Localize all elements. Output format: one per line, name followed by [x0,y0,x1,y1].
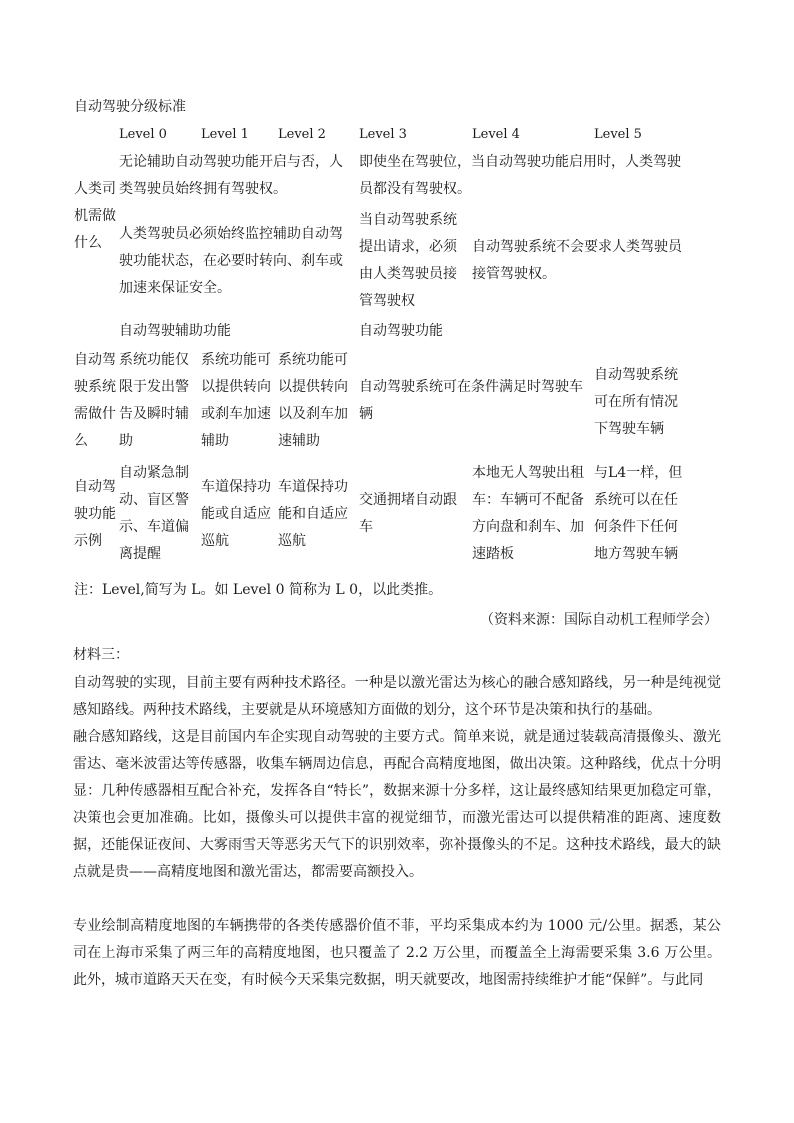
system-l2: 系统功能可以提供转向以及刹车加速辅助 [278,352,348,449]
human-l3-l5-top: 即使坐在驾驶位，当自动驾驶功能启用时，人类驾驶员都没有驾驶权。 [359,154,681,197]
example-l1: 车道保持功能或自适应巡航 [201,479,271,549]
example-l3: 交通拥堵自动跟车 [359,492,457,535]
table-source: （资料来源：国际自动机工程师学会） [480,612,718,628]
level-0-header: Level 0 [119,127,167,142]
auto-group-label: 自动驾驶功能 [359,323,443,339]
human-l0-l2-bottom: 人类驾驶员必须始终监控辅助自动驾驶功能状态，在必要时转向、刹车或加速来保证安全。 [119,226,343,296]
system-l0: 系统功能仅限于发出警告及瞬时辅助 [119,352,189,449]
paragraph-2: 融合感知路线，这是目前国内车企实现自动驾驶的主要方式。简单来说，就是通过装载高清摄像头、激光雷达、毫米波雷达等传感器，收集车辆周边信息，再配合高精度地图，做出决策。这种路线，优点十分明显：几种传感器相互配合补充，发挥各自“特长”，数据来源十分多样，这让最终感知结果更加稳定可靠，决策也会更加准确。比如，摄像头可以提供丰富的视觉细节，而激光雷达可以提供精准的距离、速度数据，还能保证夜间、大雾雨雪天等恶劣天气下的识别效率，弥补摄像头的不足。这种技术路线，最大的缺点就是贵——高精度地图和激光雷达，都需要高额投入。 [73,729,721,880]
human-l4-l5-bottom: 自动驾驶系统不会要求人类驾驶员接管驾驶权。 [472,239,682,282]
paragraph-3: 专业绘制高精度地图的车辆携带的各类传感器价值不菲，平均采集成本约为 1000 元/公里。据悉，某公司在上海市采集了两三年的高精度地图，也只覆盖了 2.2 万公里，而覆盖全上海需要采集 3.6 万公里。此外，城市道路天天在变，有时候今天采集完数据，明天就要改，地图需持续维护才能“保鲜”。与此同 [73,918,721,988]
row-label-example: 自动驾驶功能示例 [74,479,116,549]
table-title: 自动驾驶分级标准 [74,99,186,115]
paragraph-1: 自动驾驶的实现，目前主要有两种技术路径。一种是以激光雷达为核心的融合感知路线，另一种是纯视觉感知路线。两种技术路线，主要就是从环境感知方面做的划分，这个环节是决策和执行的基础。 [73,675,721,718]
table-note: 注：Level,简写为 L。如 Level 0 简称为 L 0，以此类推。 [74,582,443,598]
human-l3-bottom: 当自动驾驶系统提出请求，必须由人类驾驶员接管驾驶权 [359,212,457,309]
example-l2: 车道保持功能和自适应巡航 [278,479,348,549]
row-label-human: 人类司机需做什么 [74,181,116,251]
example-l4: 本地无人驾驶出租车：车辆可不配备方向盘和刹车、加速踏板 [472,465,584,562]
section-title: 材料三： [73,647,129,663]
level-1-header: Level 1 [201,127,249,142]
human-l0-l2-top: 无论辅助自动驾驶功能开启与否，人类驾驶员始终拥有驾驶权。 [119,154,343,197]
level-3-header: Level 3 [359,127,407,142]
level-5-header: Level 5 [594,127,642,142]
system-l3-l4: 自动驾驶系统可在条件满足时驾驶车辆 [359,379,583,422]
system-l5: 自动驾驶系统可在所有情况下驾驶车辆 [594,367,678,437]
level-4-header: Level 4 [472,127,520,142]
example-l5: 与L4一样，但系统可以在任何条件下任何地方驾驶车辆 [594,465,683,562]
example-l0: 自动紧急制动、盲区警示、车道偏离提醒 [119,465,189,562]
row-label-system: 自动驾驶系统需做什么 [74,352,116,449]
level-2-header: Level 2 [278,127,326,142]
assist-group-label: 自动驾驶辅助功能 [119,323,231,339]
system-l1: 系统功能可以提供转向或刹车加速辅助 [201,352,271,449]
